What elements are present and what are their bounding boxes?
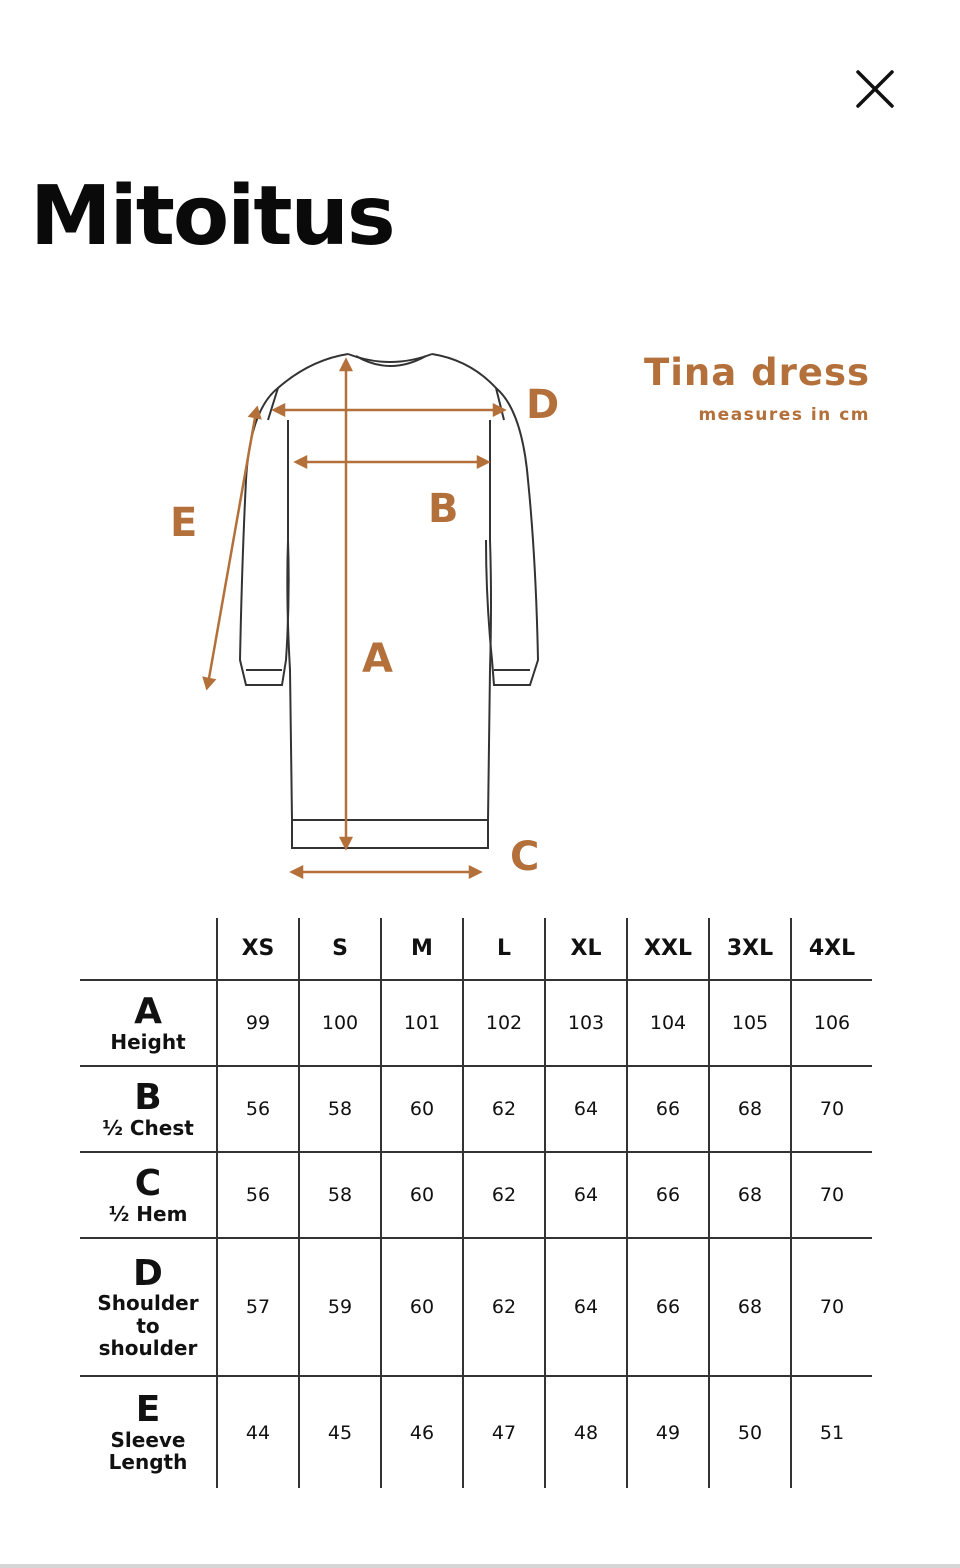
table-cell: 66 — [627, 1152, 709, 1238]
table-cell: 66 — [627, 1238, 709, 1376]
size-header-s: S — [299, 918, 381, 980]
table-cell: 50 — [709, 1376, 791, 1488]
table-row — [80, 1152, 872, 1238]
table-cell: 68 — [709, 1152, 791, 1238]
table-row — [80, 1376, 872, 1488]
page-title: Mitoitus — [30, 169, 394, 264]
size-header-xxl: XXL — [627, 918, 709, 980]
size-chart-table — [80, 918, 872, 1488]
table-cell: 57 — [217, 1238, 299, 1376]
row-letter: C — [134, 1162, 162, 1204]
row-letter: A — [134, 990, 162, 1032]
label-a: A — [362, 636, 393, 682]
table-cell: 64 — [545, 1238, 627, 1376]
table-cell: 64 — [545, 1152, 627, 1238]
table-cell: 60 — [381, 1066, 463, 1152]
size-header-xl: XL — [545, 918, 627, 980]
table-cell: 105 — [709, 980, 791, 1066]
table-cell: 64 — [545, 1066, 627, 1152]
row-label: Height — [110, 1029, 186, 1054]
size-header-3xl: 3XL — [709, 918, 791, 980]
table-cell: 103 — [545, 980, 627, 1066]
table-cell: 58 — [299, 1152, 381, 1238]
table-cell: 62 — [463, 1066, 545, 1152]
table-cell: 60 — [381, 1238, 463, 1376]
row-header — [80, 1238, 217, 1376]
unit-note: measures in cm — [698, 405, 870, 425]
row-letter: E — [135, 1389, 161, 1431]
dress-outline — [240, 354, 538, 848]
table-cell: 48 — [545, 1376, 627, 1488]
table-cell: 101 — [381, 980, 463, 1066]
table-cell: 60 — [381, 1152, 463, 1238]
size-header-l: L — [463, 918, 545, 980]
measurement-arrows — [204, 360, 504, 877]
table-cell: 62 — [463, 1152, 545, 1238]
table-cell: 68 — [709, 1238, 791, 1376]
table-cell: 59 — [299, 1238, 381, 1376]
table-corner — [80, 918, 217, 980]
dress-measurement-diagram — [150, 340, 570, 900]
table-cell: 58 — [299, 1066, 381, 1152]
table-cell: 106 — [791, 980, 872, 1066]
row-header — [80, 1376, 217, 1488]
size-header-m: M — [381, 918, 463, 980]
table-cell: 70 — [791, 1152, 872, 1238]
table-cell: 102 — [463, 980, 545, 1066]
label-c: C — [510, 834, 540, 880]
table-row — [80, 980, 872, 1066]
row-letter: D — [133, 1252, 163, 1294]
row-label: Sleeve Length — [108, 1428, 188, 1475]
table-cell: 44 — [217, 1376, 299, 1488]
size-header-row — [80, 918, 872, 980]
table-row — [80, 1066, 872, 1152]
table-cell: 100 — [299, 980, 381, 1066]
table-cell: 99 — [217, 980, 299, 1066]
table-cell: 56 — [217, 1066, 299, 1152]
table-cell: 49 — [627, 1376, 709, 1488]
product-name: Tina dress — [644, 351, 870, 394]
table-cell: 56 — [217, 1152, 299, 1238]
close-button[interactable] — [846, 62, 904, 120]
bottom-divider — [0, 1564, 960, 1568]
table-row — [80, 1238, 872, 1376]
table-cell: 62 — [463, 1238, 545, 1376]
row-header — [80, 980, 217, 1066]
table-cell: 66 — [627, 1066, 709, 1152]
row-label: ½ Hem — [108, 1201, 188, 1226]
row-label: Shoulder to shoulder — [97, 1291, 199, 1361]
table-cell: 45 — [299, 1376, 381, 1488]
size-header-xs: XS — [217, 918, 299, 980]
label-b: B — [428, 486, 459, 532]
table-cell: 47 — [463, 1376, 545, 1488]
label-d: D — [526, 382, 560, 428]
table-cell: 46 — [381, 1376, 463, 1488]
table-cell: 70 — [791, 1066, 872, 1152]
table-cell: 104 — [627, 980, 709, 1066]
product-brand — [644, 351, 870, 425]
table-cell: 68 — [709, 1066, 791, 1152]
table-cell: 51 — [791, 1376, 872, 1488]
row-header — [80, 1066, 217, 1152]
label-e: E — [170, 500, 198, 546]
size-header-4xl: 4XL — [791, 918, 872, 980]
row-label: ½ Chest — [102, 1115, 194, 1140]
row-header — [80, 1152, 217, 1238]
close-icon — [846, 62, 904, 120]
table-cell: 70 — [791, 1238, 872, 1376]
row-letter: B — [134, 1076, 162, 1118]
